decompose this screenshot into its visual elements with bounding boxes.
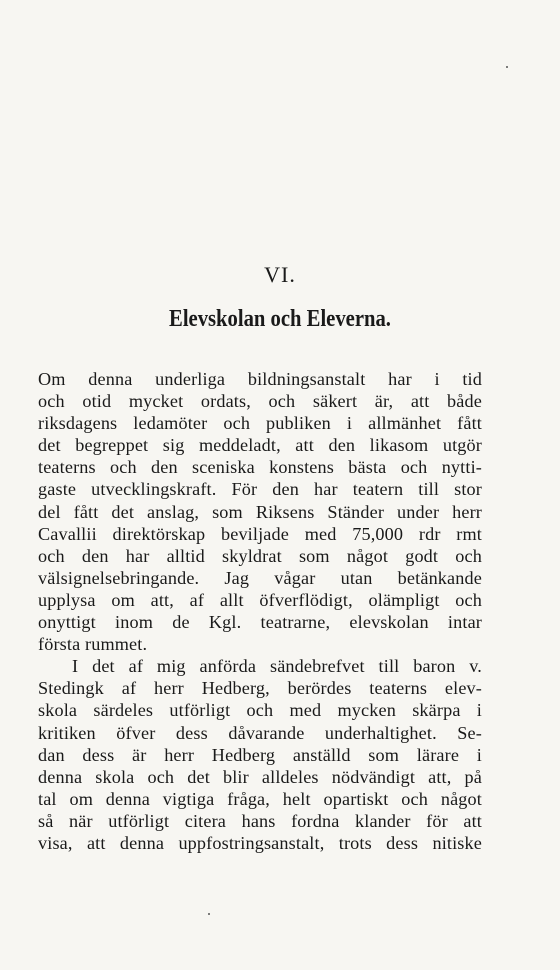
- text-line: Om denna underliga bildningsanstalt har i tid: [38, 369, 482, 389]
- text-line: Cavallii direktörskap beviljade med 75,000 rdr rmt: [38, 523, 482, 544]
- text-line: skola särdeles utförligt och med mycken skärpa i: [38, 700, 482, 721]
- paper-speck: [506, 66, 508, 68]
- text-line: välsignelsebringande. Jag vågar utan betänkande: [38, 567, 482, 588]
- paper-speck: [208, 913, 210, 915]
- text-line: första rummet.: [38, 634, 148, 655]
- text-line: gaste utvecklingskraft. För den har teatern till stor: [38, 479, 482, 500]
- text-line: visa, att denna uppfostringsanstalt, trots dess nitiske: [38, 832, 482, 853]
- text-line: och otid mycket ordats, och säkert är, att både: [38, 391, 482, 412]
- text-line: teaterns och den sceniska konstens bästa och nytti-: [38, 457, 482, 478]
- text-line: Stedingk af herr Hedberg, berördes teaterns elev-: [38, 678, 482, 699]
- body-text: [38, 368, 482, 854]
- text-line: upplysa om att, af allt öfverflödigt, olämpligt och: [38, 589, 482, 610]
- text-line: det begreppet sig meddeladt, att den likasom utgör: [38, 435, 482, 456]
- text-line: kritiken öfver dess dåvarande underhaltighet. Se-: [38, 722, 482, 743]
- text-line: dan dess är herr Hedberg anställd som lärare i: [38, 744, 482, 765]
- text-line: del fått det anslag, som Riksens Ständer under herr: [38, 501, 482, 522]
- text-line: onyttigt inom de Kgl. teatrarne, elevskolan intar: [38, 612, 482, 633]
- chapter-title: Elevskolan och Eleverna.: [169, 306, 391, 332]
- text-line: så när utförligt citera hans fordna klander för att: [38, 810, 482, 831]
- text-line: tal om denna vigtiga fråga, helt opartiskt och något: [38, 788, 482, 809]
- chapter-number: VI.: [264, 262, 296, 287]
- text-line: I det af mig anförda sändebrefvet till baron v.: [72, 656, 482, 677]
- text-line: riksdagens ledamöter och publiken i allmänhet fått: [38, 413, 482, 434]
- text-line: och den har alltid skyldrat som något godt och: [38, 545, 482, 566]
- text-line: denna skola och det blir alldeles nödvändigt att, på: [38, 766, 482, 787]
